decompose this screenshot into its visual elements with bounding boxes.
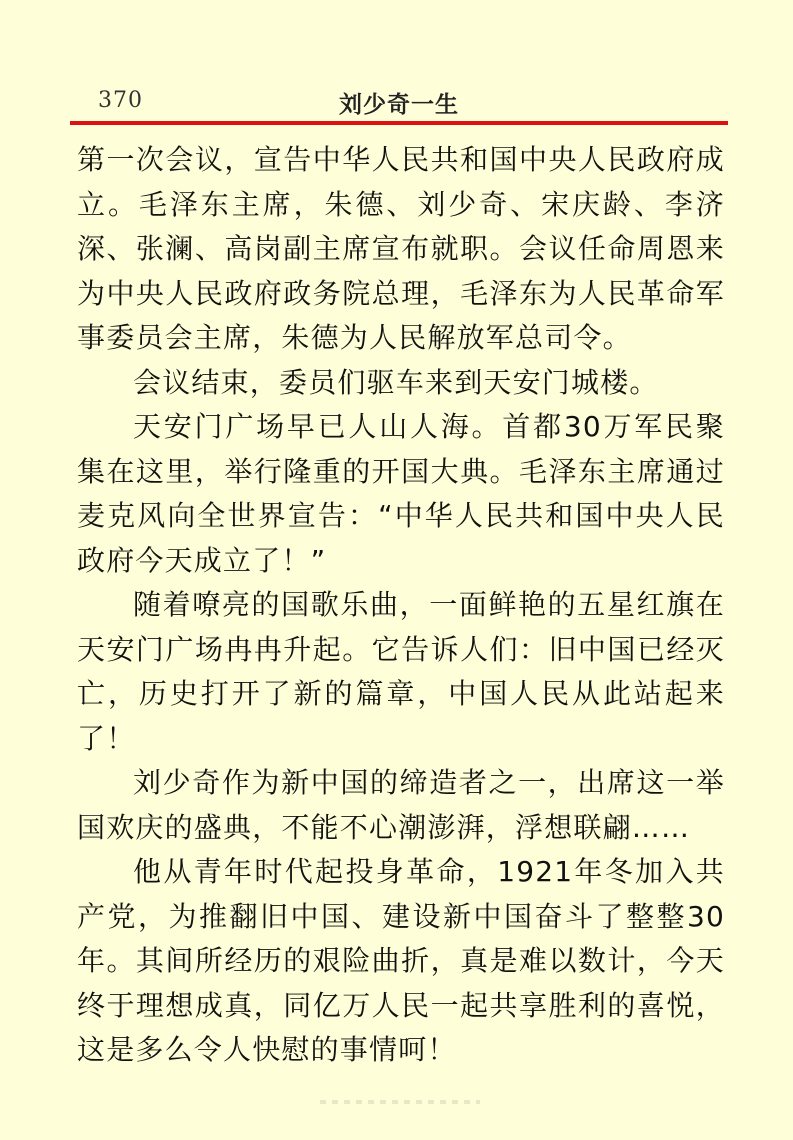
paragraph: 随着嘹亮的国歌乐曲，一面鲜艳的五星红旗在天安门广场冉冉升起。它告诉人们：旧中国已经灭亡，历史打开了新的篇章，中国人民从此站起来了！ (77, 588, 725, 755)
paragraph: 刘少奇作为新中国的缔造者之一，出席这一举国欢庆的盛典，不能不心潮澎湃，浮想联翩…… (77, 766, 725, 844)
page-header (70, 84, 728, 120)
body-text (77, 138, 725, 1073)
header-rule (70, 121, 728, 125)
page-number: 370 (98, 88, 143, 113)
paragraph: 会议结束，委员们驱车来到天安门城楼。 (133, 365, 659, 399)
paragraph: 天安门广场早已人山人海。首都30万军民聚集在这里，举行隆重的开国大典。毛泽东主席通过麦克风向全世界宣告：“中华人民共和国中央人民政府今天成立了！” (77, 410, 725, 577)
faint-footer-mark (320, 1100, 480, 1104)
paragraph: 他从青年时代起投身革命，1921年冬加入共产党，为推翻旧中国、建设新中国奋斗了整整30年。其间所经历的艰险曲折，真是难以数计，今天终于理想成真，同亿万人民一起共享胜利的喜悦，这是多么令人快慰的事情呵！ (77, 855, 725, 1066)
running-title: 刘少奇一生 (339, 92, 459, 118)
paragraph: 第一次会议，宣告中华人民共和国中央人民政府成立。毛泽东主席，朱德、刘少奇、宋庆龄、李济深、张澜、高岗副主席宣布就职。会议任命周恩来为中央人民政府政务院总理，毛泽东为人民革命军事委员会主席，朱德为人民解放军总司令。 (77, 143, 725, 354)
